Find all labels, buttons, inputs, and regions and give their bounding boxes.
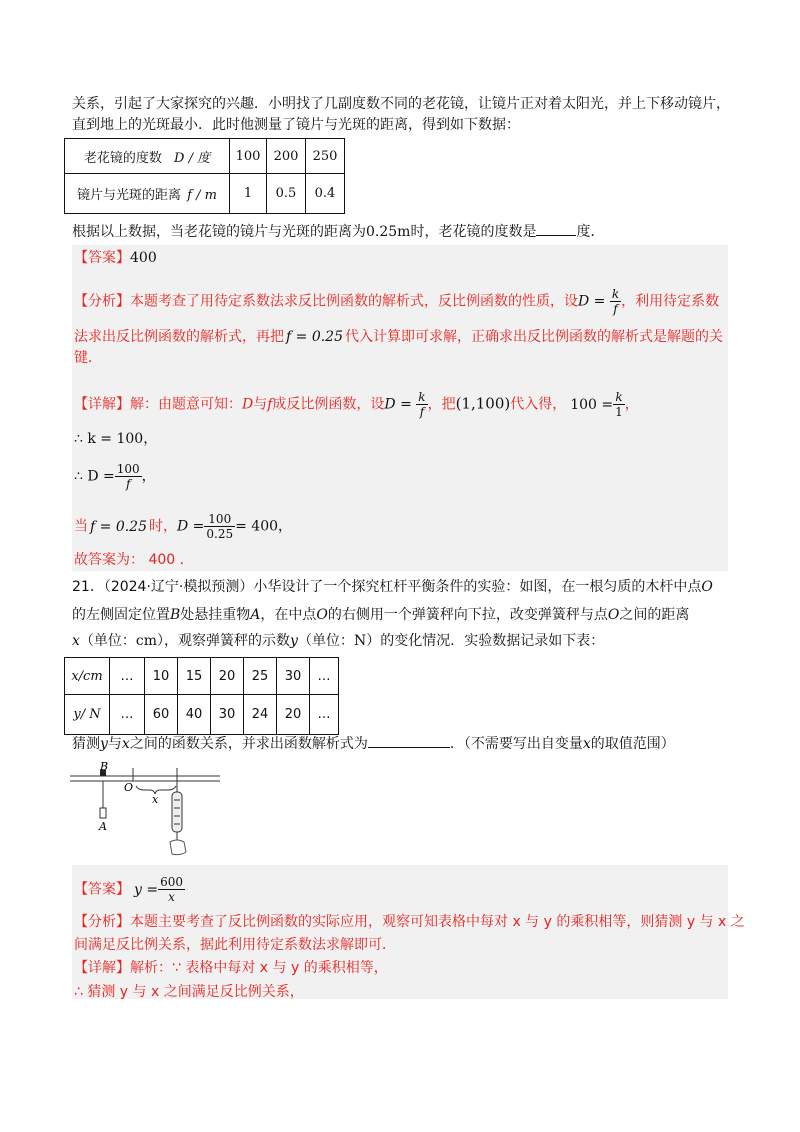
q20-detail-line1: 【详解】解：由题意可知：D与f成反比例函数，设D = $\frac{k}{f}$ ，把(1,100)代入得， 100 = $\frac{k}{1}$ ，	[74, 390, 639, 419]
q20-analysis-line1: 【分析】本题考查了用待定系数法求反比例函数的解析式，反比例函数的性质，设D = $\frac{k}{f}$ ，利用待定系数	[74, 287, 720, 316]
frac-den: f	[613, 302, 618, 316]
q21-detail-line1	[74, 958, 388, 978]
q21-question	[72, 734, 675, 754]
detail-text: ，把	[427, 396, 456, 413]
question-text: 的左侧固定位置	[72, 607, 170, 623]
table-cell: 10	[145, 658, 178, 695]
math-var: f	[267, 396, 273, 413]
row-label: 老花镜的度数	[83, 150, 162, 166]
answer-value: 400	[130, 250, 157, 266]
question-text: 小华设计了一个探究杠杆平衡条件的实验：如图，在一根匀质的木杆中点	[253, 579, 702, 595]
q20-step3	[74, 512, 292, 541]
math-expr: ∴ D =	[74, 468, 115, 485]
label-o: O	[124, 781, 134, 794]
detail-text: 与	[253, 396, 268, 413]
table-cell: x/cm	[65, 658, 110, 695]
table-cell: 1	[230, 174, 267, 214]
q21-analysis-line2: 间满足反比例关系，据此利用待定系数法求解即可．	[74, 937, 396, 953]
table-cell: 24	[244, 695, 277, 735]
hand-icon	[170, 840, 186, 855]
table-cell	[65, 139, 230, 174]
question-text: ，在中点	[260, 607, 317, 623]
q21-line1	[72, 577, 713, 597]
question-source: （2024·辽宁·模拟预测）	[103, 579, 254, 595]
q20-text-line2: 直到地上的光斑最小．此时他测量了镜片与光斑的距离，得到如下数据：	[72, 117, 520, 133]
analysis-text: 本题考查了用待定系数法求反比例函数的解析式，反比例函数的性质，设	[130, 293, 578, 310]
table-cell: 0.5	[267, 174, 306, 214]
fraction-k-over-1	[613, 390, 625, 419]
analysis-text: ，利用待定系数	[621, 293, 720, 310]
math-expr: f = 0.25	[90, 518, 147, 535]
q20-final: 故答案为： 400 ．	[74, 552, 194, 568]
math-var: y	[100, 736, 108, 752]
answer-blank	[536, 235, 576, 236]
label-x: x	[152, 793, 159, 806]
frac-num: 100	[116, 462, 140, 476]
frac-den: f	[125, 477, 131, 491]
math-expr: = 400，	[235, 518, 293, 535]
table-cell: 30	[211, 695, 244, 735]
analysis-text: 本题主要考查了反比例函数的实际应用，观察可知表格中每对 x 与 y 的乘积相等，则猜测 y 与 x 之	[130, 914, 745, 930]
math-expr: D =	[176, 518, 205, 535]
table-cell: 250	[306, 139, 345, 174]
frac-den: 0.25	[206, 527, 234, 541]
table-cell: 100	[230, 139, 267, 174]
math-var: x	[72, 633, 80, 649]
q21-analysis-line1	[74, 912, 745, 932]
label-b: B	[100, 760, 109, 773]
q20-question	[72, 222, 604, 242]
math-expr: y =	[134, 881, 159, 898]
fraction-600-over-x	[158, 875, 185, 904]
analysis-text: 代入计算即可求解，正确求出反比例函数的解析式是解题的关	[344, 329, 723, 345]
math-expr: 100 =	[570, 396, 614, 413]
analysis-label: 【分析】	[74, 914, 130, 930]
q21-line2	[72, 605, 689, 625]
frac-num: 600	[160, 875, 183, 889]
analysis-text: 法求出反比例函数的解析式，再把	[74, 329, 284, 345]
analysis-label: 【分析】	[74, 293, 130, 310]
frac-num: 100	[204, 512, 235, 527]
math-var: D	[242, 396, 254, 413]
question-text: 度．	[576, 224, 605, 240]
question-number: 21．	[72, 579, 104, 595]
question-text: 猜测	[72, 736, 100, 752]
frac-den: f	[419, 405, 425, 419]
detail-text: 当	[74, 518, 88, 535]
table-cell: 20	[211, 658, 244, 695]
detail-text: 代入得，	[510, 396, 567, 413]
math-var: y	[290, 633, 298, 649]
detail-label: 【详解】	[74, 396, 130, 413]
table-cell: …	[110, 658, 145, 695]
q21-detail-line2: ∴ 猜测 y 与 x 之间满足反比例关系，	[74, 984, 304, 1000]
q20-step1: ∴ k = 100，	[74, 431, 158, 447]
question-text: 之间的函数关系，并求出函数解析式为	[129, 736, 368, 752]
math-var: x	[582, 736, 591, 752]
question-text: 与	[107, 736, 122, 752]
lever-diagram	[70, 760, 230, 860]
row-unit: D / 度	[174, 150, 211, 166]
answer-label: 【答案】	[74, 250, 130, 266]
detail-text: 解：由题意可知：	[130, 396, 242, 413]
question-text: 根据以上数据，当老花镜的镜片与光斑的距离为	[72, 224, 366, 240]
question-text: （单位：	[297, 633, 354, 649]
question-value: 0.25m	[366, 224, 411, 240]
fraction-k-over-f	[416, 390, 427, 419]
answer-label: 【答案】	[74, 881, 130, 898]
table-cell: 25	[244, 658, 277, 695]
math-var: A	[250, 607, 261, 623]
table-cell: …	[310, 695, 339, 735]
fraction-k-over-f	[610, 287, 621, 316]
table-cell: 0.4	[306, 174, 345, 214]
fraction-100-over-f	[115, 462, 142, 491]
weight-a	[100, 808, 106, 818]
fraction-100-over-025	[204, 512, 235, 541]
question-text: 的右侧用一个弹簧秤向下拉，改变弹簧秤与点	[327, 607, 608, 623]
detail-text: 解析：∵ 表格中每对 x 与 y 的乘积相等，	[130, 960, 388, 976]
table-cell: 30	[277, 658, 310, 695]
unit-text: N	[353, 633, 367, 649]
label-a: A	[99, 820, 107, 833]
table-cell: 40	[178, 695, 211, 735]
table-cell: 20	[277, 695, 310, 735]
math-point: (1,100)	[455, 394, 511, 413]
table-row	[65, 139, 345, 174]
math-var: D	[384, 396, 396, 413]
table-cell: 200	[267, 139, 306, 174]
table-cell: 60	[145, 695, 178, 735]
q20-data-table	[64, 138, 345, 214]
spring-scale-icon	[172, 792, 182, 832]
detail-label: 【详解】	[74, 960, 130, 976]
row-label: 镜片与光斑的距离	[77, 188, 182, 203]
q20-answer	[74, 248, 157, 268]
question-text: 的取值范围）	[590, 736, 675, 752]
answer-blank	[368, 747, 450, 748]
table-row	[65, 695, 339, 735]
question-text: ．（不需要写出自变量	[449, 736, 583, 752]
q20-step2: ∴ D = $\frac{100}{f}$ ，	[74, 462, 156, 491]
unit-text: cm	[135, 633, 158, 649]
table-cell: y/ N	[65, 695, 110, 735]
detail-text: 成反比例函数，设	[272, 396, 385, 413]
q20-text-line1: 关系，引起了大家探究的兴趣．小明找了几副度数不同的老花镜，让镜片正对着太阳光，并上下移动镜片，	[72, 96, 730, 112]
detail-text: 时，	[148, 518, 177, 535]
q20-analysis-line2	[74, 327, 723, 347]
q20-analysis-line3: 键．	[74, 350, 102, 366]
row-unit: f / m	[187, 188, 217, 203]
math-var: O	[316, 607, 328, 623]
math-expr: f = 0.25	[286, 329, 343, 345]
frac-den: 1	[615, 405, 623, 419]
question-text: 之间的距离	[619, 607, 690, 623]
frac-num: k	[611, 287, 620, 301]
math-var: x	[121, 736, 130, 752]
question-text: 处悬挂重物	[180, 607, 251, 623]
q21-line3	[72, 631, 604, 651]
math-var: O	[607, 607, 620, 623]
question-text: 时，老花镜的度数是	[410, 224, 537, 240]
frac-num: k	[613, 390, 625, 405]
table-row	[65, 174, 345, 214]
math-var: B	[170, 607, 181, 623]
question-text: ），观察弹簧秤的示数	[157, 633, 291, 649]
q21-data-table	[64, 657, 339, 735]
table-cell: …	[110, 695, 145, 735]
frac-den: x	[168, 890, 175, 904]
math-var: O	[701, 579, 713, 595]
math-var: D	[578, 293, 590, 310]
frac-num: k	[418, 390, 426, 404]
table-cell	[65, 174, 230, 214]
table-cell: 15	[178, 658, 211, 695]
question-text: （单位：	[79, 633, 136, 649]
table-cell: …	[310, 658, 339, 695]
question-text: ）的变化情况．实验数据记录如下表：	[366, 633, 605, 649]
q21-answer	[74, 875, 185, 904]
table-row	[65, 658, 339, 695]
